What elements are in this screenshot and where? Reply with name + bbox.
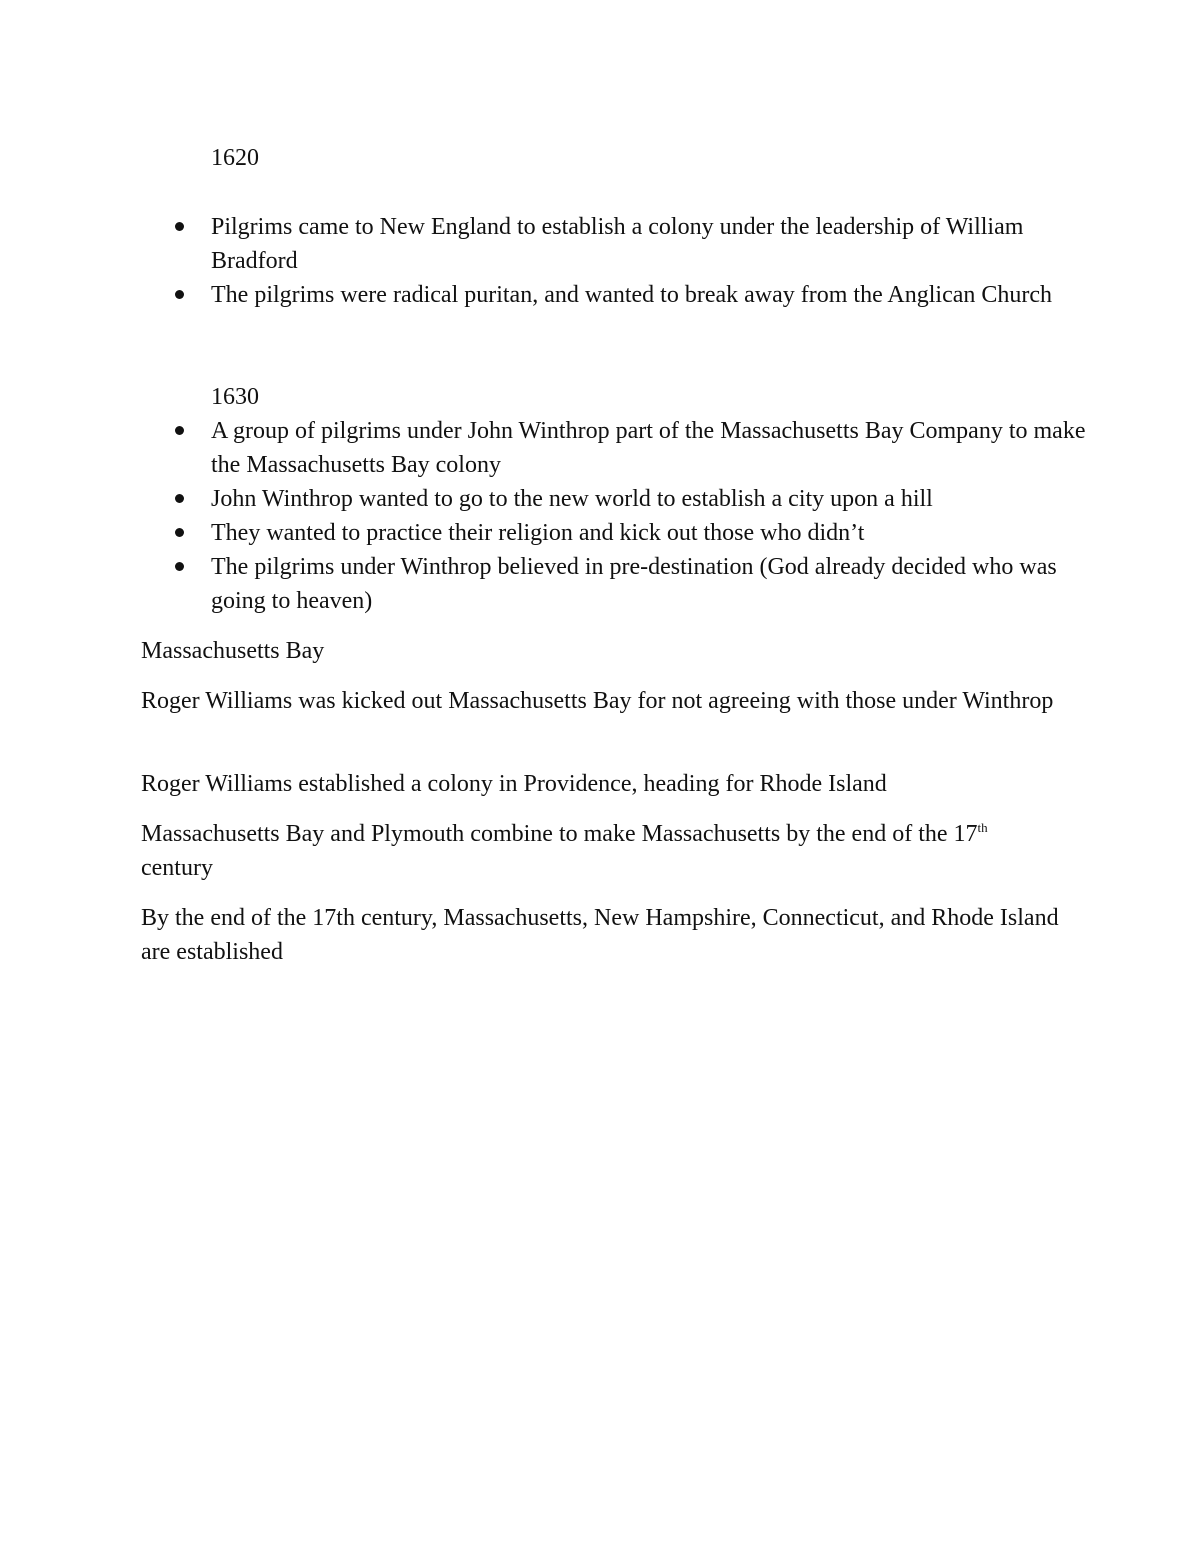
list-item xyxy=(0,482,1091,516)
bullet-list-1620 xyxy=(0,210,1200,312)
bullet-icon xyxy=(175,290,184,299)
bullet-icon xyxy=(175,528,184,537)
bullet-icon xyxy=(175,426,184,435)
paragraph-text-end: century xyxy=(141,855,213,881)
paragraph-colonies-established: By the end of the 17th century, Massachusetts, New Hampshire, Connecticut, and Rhode Island are established xyxy=(141,905,1059,965)
list-item xyxy=(0,516,1091,550)
list-item-text: They wanted to practice their religion and kick out those who didn’t xyxy=(211,520,865,546)
paragraph-text: Massachusetts Bay and Plymouth combine to make Massachusetts by the end of the 17 xyxy=(141,821,978,847)
superscript-ordinal: th xyxy=(977,820,988,835)
bullet-icon xyxy=(175,562,184,571)
list-item-text: A group of pilgrims under John Winthrop part of the Massachusetts Bay Company to make the Massachusetts Bay colony xyxy=(211,418,1086,478)
year-heading-1620: 1620 xyxy=(211,145,259,171)
list-item-text: Pilgrims came to New England to establish a colony under the leadership of William Bradford xyxy=(211,214,1024,274)
year-heading-1630: 1630 xyxy=(211,384,259,410)
list-item-text: John Winthrop wanted to go to the new world to establish a city upon a hill xyxy=(211,486,933,512)
bullet-icon xyxy=(175,494,184,503)
list-item xyxy=(0,550,1091,618)
paragraph-massachusetts-combine xyxy=(141,817,1061,885)
paragraph-providence-colony: Roger Williams established a colony in Providence, heading for Rhode Island xyxy=(141,771,887,797)
list-item xyxy=(0,210,1091,278)
bullet-icon xyxy=(175,222,184,231)
list-item xyxy=(0,414,1091,482)
list-item-text: The pilgrims under Winthrop believed in pre-destination (God already decided who was going to heaven) xyxy=(211,554,1057,614)
bullet-list-1630 xyxy=(0,414,1200,618)
paragraph-massachusetts-bay: Massachusetts Bay xyxy=(141,638,325,664)
list-item xyxy=(0,278,1091,312)
list-item-text: The pilgrims were radical puritan, and wanted to break away from the Anglican Church xyxy=(211,282,1053,308)
paragraph-roger-williams-kicked-out: Roger Williams was kicked out Massachusetts Bay for not agreeing with those under Winthrop xyxy=(141,688,1054,714)
